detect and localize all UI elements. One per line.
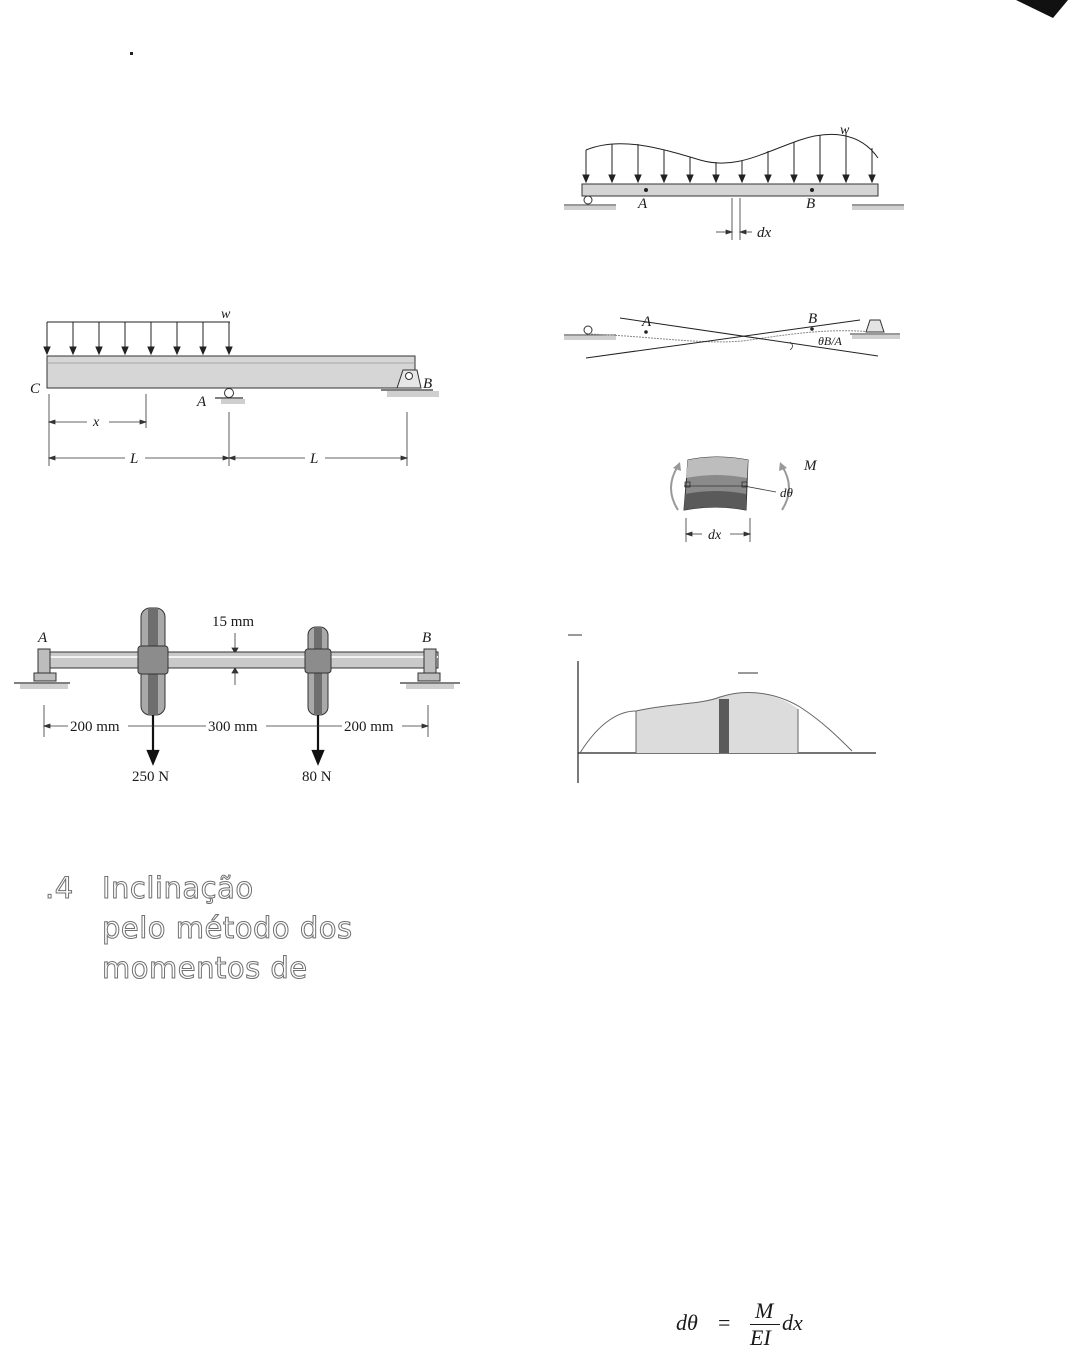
roller-support-a bbox=[215, 389, 245, 405]
figure-shaft-pulleys bbox=[10, 605, 470, 790]
force-label-2: 80 N bbox=[302, 769, 332, 785]
dim-label-l1: L bbox=[130, 451, 139, 467]
formula bbox=[676, 1300, 836, 1348]
dx-dimension bbox=[716, 198, 752, 240]
point-label-b: B bbox=[422, 630, 432, 646]
point-label-a: A bbox=[38, 630, 48, 646]
page-corner-tab bbox=[1008, 0, 1068, 30]
point-label-a: A bbox=[638, 196, 648, 212]
formula-lhs: dθ bbox=[676, 1310, 698, 1335]
section-title bbox=[102, 868, 402, 988]
point-label-b: B bbox=[808, 311, 818, 327]
stray-dot bbox=[130, 52, 133, 55]
formula-equals: = bbox=[718, 1310, 731, 1335]
load-curve bbox=[586, 134, 878, 163]
section-title-line: pelo método dos bbox=[102, 911, 353, 945]
angle-label: θB/A bbox=[818, 334, 842, 348]
pulley-2 bbox=[305, 627, 331, 715]
roller-support bbox=[564, 196, 616, 210]
angle-label: dθ bbox=[780, 485, 793, 500]
dimension-l bbox=[49, 412, 407, 466]
figure-overhang-beam bbox=[25, 300, 445, 470]
load-arrows bbox=[583, 133, 875, 182]
figure-beam-variable-load bbox=[560, 118, 910, 248]
shaft bbox=[38, 652, 438, 668]
section-title-line: momentos de bbox=[102, 951, 308, 985]
dim-label-3: 200 mm bbox=[344, 719, 394, 735]
moment-arrow-left bbox=[671, 466, 678, 510]
point-label-b: B bbox=[423, 376, 433, 392]
dim-label-dx: dx bbox=[757, 225, 772, 241]
force-label-1: 250 N bbox=[132, 769, 170, 785]
section-number: .4 bbox=[45, 871, 74, 905]
beam bbox=[47, 356, 415, 388]
beam bbox=[582, 184, 878, 196]
dim-label-x: x bbox=[93, 415, 100, 430]
formula-numerator: M bbox=[755, 1298, 774, 1323]
pin-support bbox=[852, 205, 904, 210]
dim-label-l2: L bbox=[310, 451, 319, 467]
right-pin bbox=[850, 320, 900, 339]
left-roller bbox=[564, 326, 616, 340]
moment-label: M bbox=[804, 458, 817, 474]
diameter-label: 15 mm bbox=[212, 614, 255, 630]
width-label: dx bbox=[708, 528, 722, 543]
strip-element bbox=[719, 699, 729, 753]
figure-elastic-curve bbox=[560, 308, 910, 368]
formula-denominator: EI bbox=[750, 1325, 771, 1350]
section-title-line: Inclinação bbox=[102, 871, 254, 905]
figure-differential-element bbox=[640, 448, 840, 548]
point-label-c: C bbox=[30, 381, 41, 397]
pulley-1 bbox=[138, 608, 168, 715]
dim-label-2: 300 mm bbox=[208, 719, 258, 735]
load-label-w: w bbox=[840, 123, 850, 138]
figure-m-ei-diagram bbox=[560, 625, 890, 795]
load-arrows bbox=[44, 322, 232, 354]
point-label-a: A bbox=[642, 314, 652, 330]
point-label-b: B bbox=[806, 196, 816, 212]
point-label-a: A bbox=[197, 394, 207, 410]
diagram-area bbox=[636, 693, 798, 753]
load-label-w: w bbox=[221, 307, 231, 322]
dim-label-1: 200 mm bbox=[70, 719, 120, 735]
formula-trailing: dx bbox=[782, 1310, 803, 1335]
